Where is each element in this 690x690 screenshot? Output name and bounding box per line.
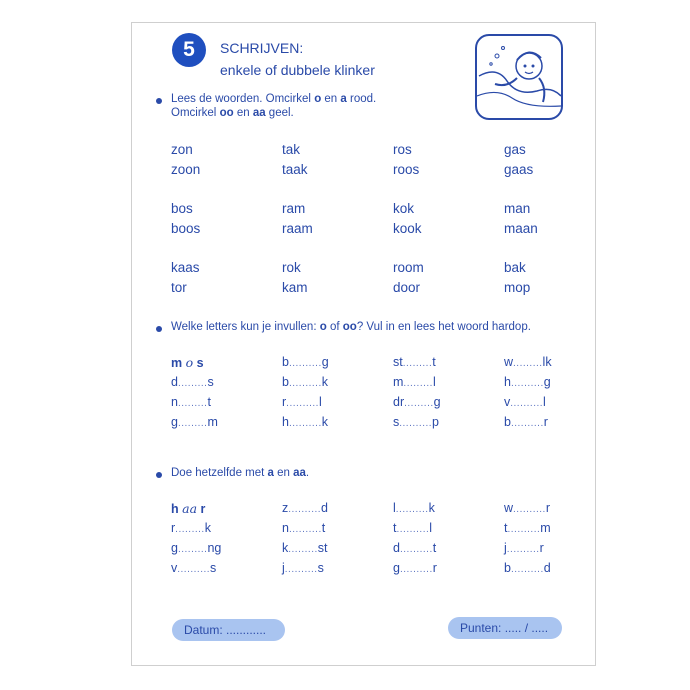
word: raam: [282, 221, 313, 236]
word: bak: [504, 260, 526, 275]
exercise-number-badge: 5: [172, 33, 206, 67]
fill-in-blank[interactable]: m.........l: [393, 375, 436, 389]
word: zon: [171, 142, 193, 157]
word: kook: [393, 221, 422, 236]
instruction-3: Doe hetzelfde met a en aa.: [171, 467, 309, 479]
exercise-subtitle: enkele of dubbele klinker: [220, 62, 375, 78]
date-field[interactable]: Datum: ............: [172, 619, 285, 641]
fill-row: [171, 355, 591, 375]
fill-in-grid-o: [171, 355, 591, 435]
fill-in-blank[interactable]: w.........lk: [504, 355, 552, 369]
fill-in-blank[interactable]: j..........r: [504, 541, 544, 555]
fill-in-grid-a: [171, 501, 591, 581]
word: tor: [171, 280, 187, 295]
fill-in-blank[interactable]: g.........m: [171, 415, 218, 429]
fill-in-blank[interactable]: n.........t: [171, 395, 211, 409]
word: ros: [393, 142, 412, 157]
word-row: [171, 142, 591, 162]
word: bos: [171, 201, 193, 216]
word: man: [504, 201, 531, 216]
word: mop: [504, 280, 531, 295]
word-row: [171, 221, 591, 241]
example-word: h aa r: [171, 501, 206, 516]
fill-in-blank[interactable]: b..........d: [504, 561, 551, 575]
fill-row: [171, 561, 591, 581]
word: gas: [504, 142, 526, 157]
fill-in-blank[interactable]: r.........k: [171, 521, 211, 535]
fill-in-blank[interactable]: w..........r: [504, 501, 550, 515]
fill-in-blank[interactable]: h..........g: [504, 375, 551, 389]
fill-in-blank[interactable]: d..........t: [393, 541, 437, 555]
fill-row: [171, 521, 591, 541]
example-word: m o s: [171, 355, 204, 370]
fill-in-blank[interactable]: d.........s: [171, 375, 214, 389]
word: door: [393, 280, 421, 295]
fill-in-blank[interactable]: t..........l: [393, 521, 433, 535]
fill-in-blank[interactable]: s..........p: [393, 415, 439, 429]
word-row: [171, 201, 591, 221]
word: boos: [171, 221, 201, 236]
fill-in-blank[interactable]: b..........k: [282, 375, 328, 389]
fill-in-blank[interactable]: n..........t: [282, 521, 326, 535]
word: maan: [504, 221, 538, 236]
word: kam: [282, 280, 308, 295]
word: rok: [282, 260, 301, 275]
child-diving-illustration: [475, 34, 563, 120]
word: room: [393, 260, 424, 275]
fill-row: [171, 375, 591, 395]
fill-in-blank[interactable]: r..........l: [282, 395, 322, 409]
fill-in-blank[interactable]: k.........st: [282, 541, 328, 555]
score-field[interactable]: Punten: ..... / .....: [448, 617, 562, 639]
instruction-2: Welke letters kun je invullen: o of oo? Vul in en lees het woord hardop.: [171, 321, 531, 333]
fill-in-blank[interactable]: t..........m: [504, 521, 551, 535]
fill-in-blank[interactable]: v..........l: [504, 395, 546, 409]
word: zoon: [171, 162, 201, 177]
bullet-icon: [156, 472, 162, 478]
fill-in-blank[interactable]: z..........d: [282, 501, 328, 515]
word: roos: [393, 162, 420, 177]
word-grid: [171, 142, 591, 300]
fill-row: [171, 395, 591, 415]
fill-row: [171, 415, 591, 435]
fill-in-blank[interactable]: st.........t: [393, 355, 436, 369]
word-row: [171, 260, 591, 280]
word: kok: [393, 201, 415, 216]
word-row: [171, 162, 591, 182]
fill-in-blank[interactable]: h..........k: [282, 415, 328, 429]
word: taak: [282, 162, 308, 177]
word: kaas: [171, 260, 200, 275]
fill-row: [171, 541, 591, 561]
fill-in-blank[interactable]: l..........k: [393, 501, 435, 515]
word: ram: [282, 201, 306, 216]
instruction-1: Lees de woorden. Omcirkel o en a rood. Omcirkel oo en aa geel.: [171, 93, 376, 119]
fill-in-blank[interactable]: v..........s: [171, 561, 217, 575]
fill-in-blank[interactable]: b..........r: [504, 415, 548, 429]
word: gaas: [504, 162, 534, 177]
fill-in-blank[interactable]: dr.........g: [393, 395, 441, 409]
bullet-icon: [156, 326, 162, 332]
fill-in-blank[interactable]: j..........s: [282, 561, 324, 575]
word: tak: [282, 142, 301, 157]
fill-in-blank[interactable]: b..........g: [282, 355, 329, 369]
word-row: [171, 280, 591, 300]
fill-row: [171, 501, 591, 521]
bullet-icon: [156, 98, 162, 104]
fill-in-blank[interactable]: g..........r: [393, 561, 437, 575]
exercise-title: SCHRIJVEN:: [220, 40, 304, 56]
fill-in-blank[interactable]: g.........ng: [171, 541, 222, 555]
